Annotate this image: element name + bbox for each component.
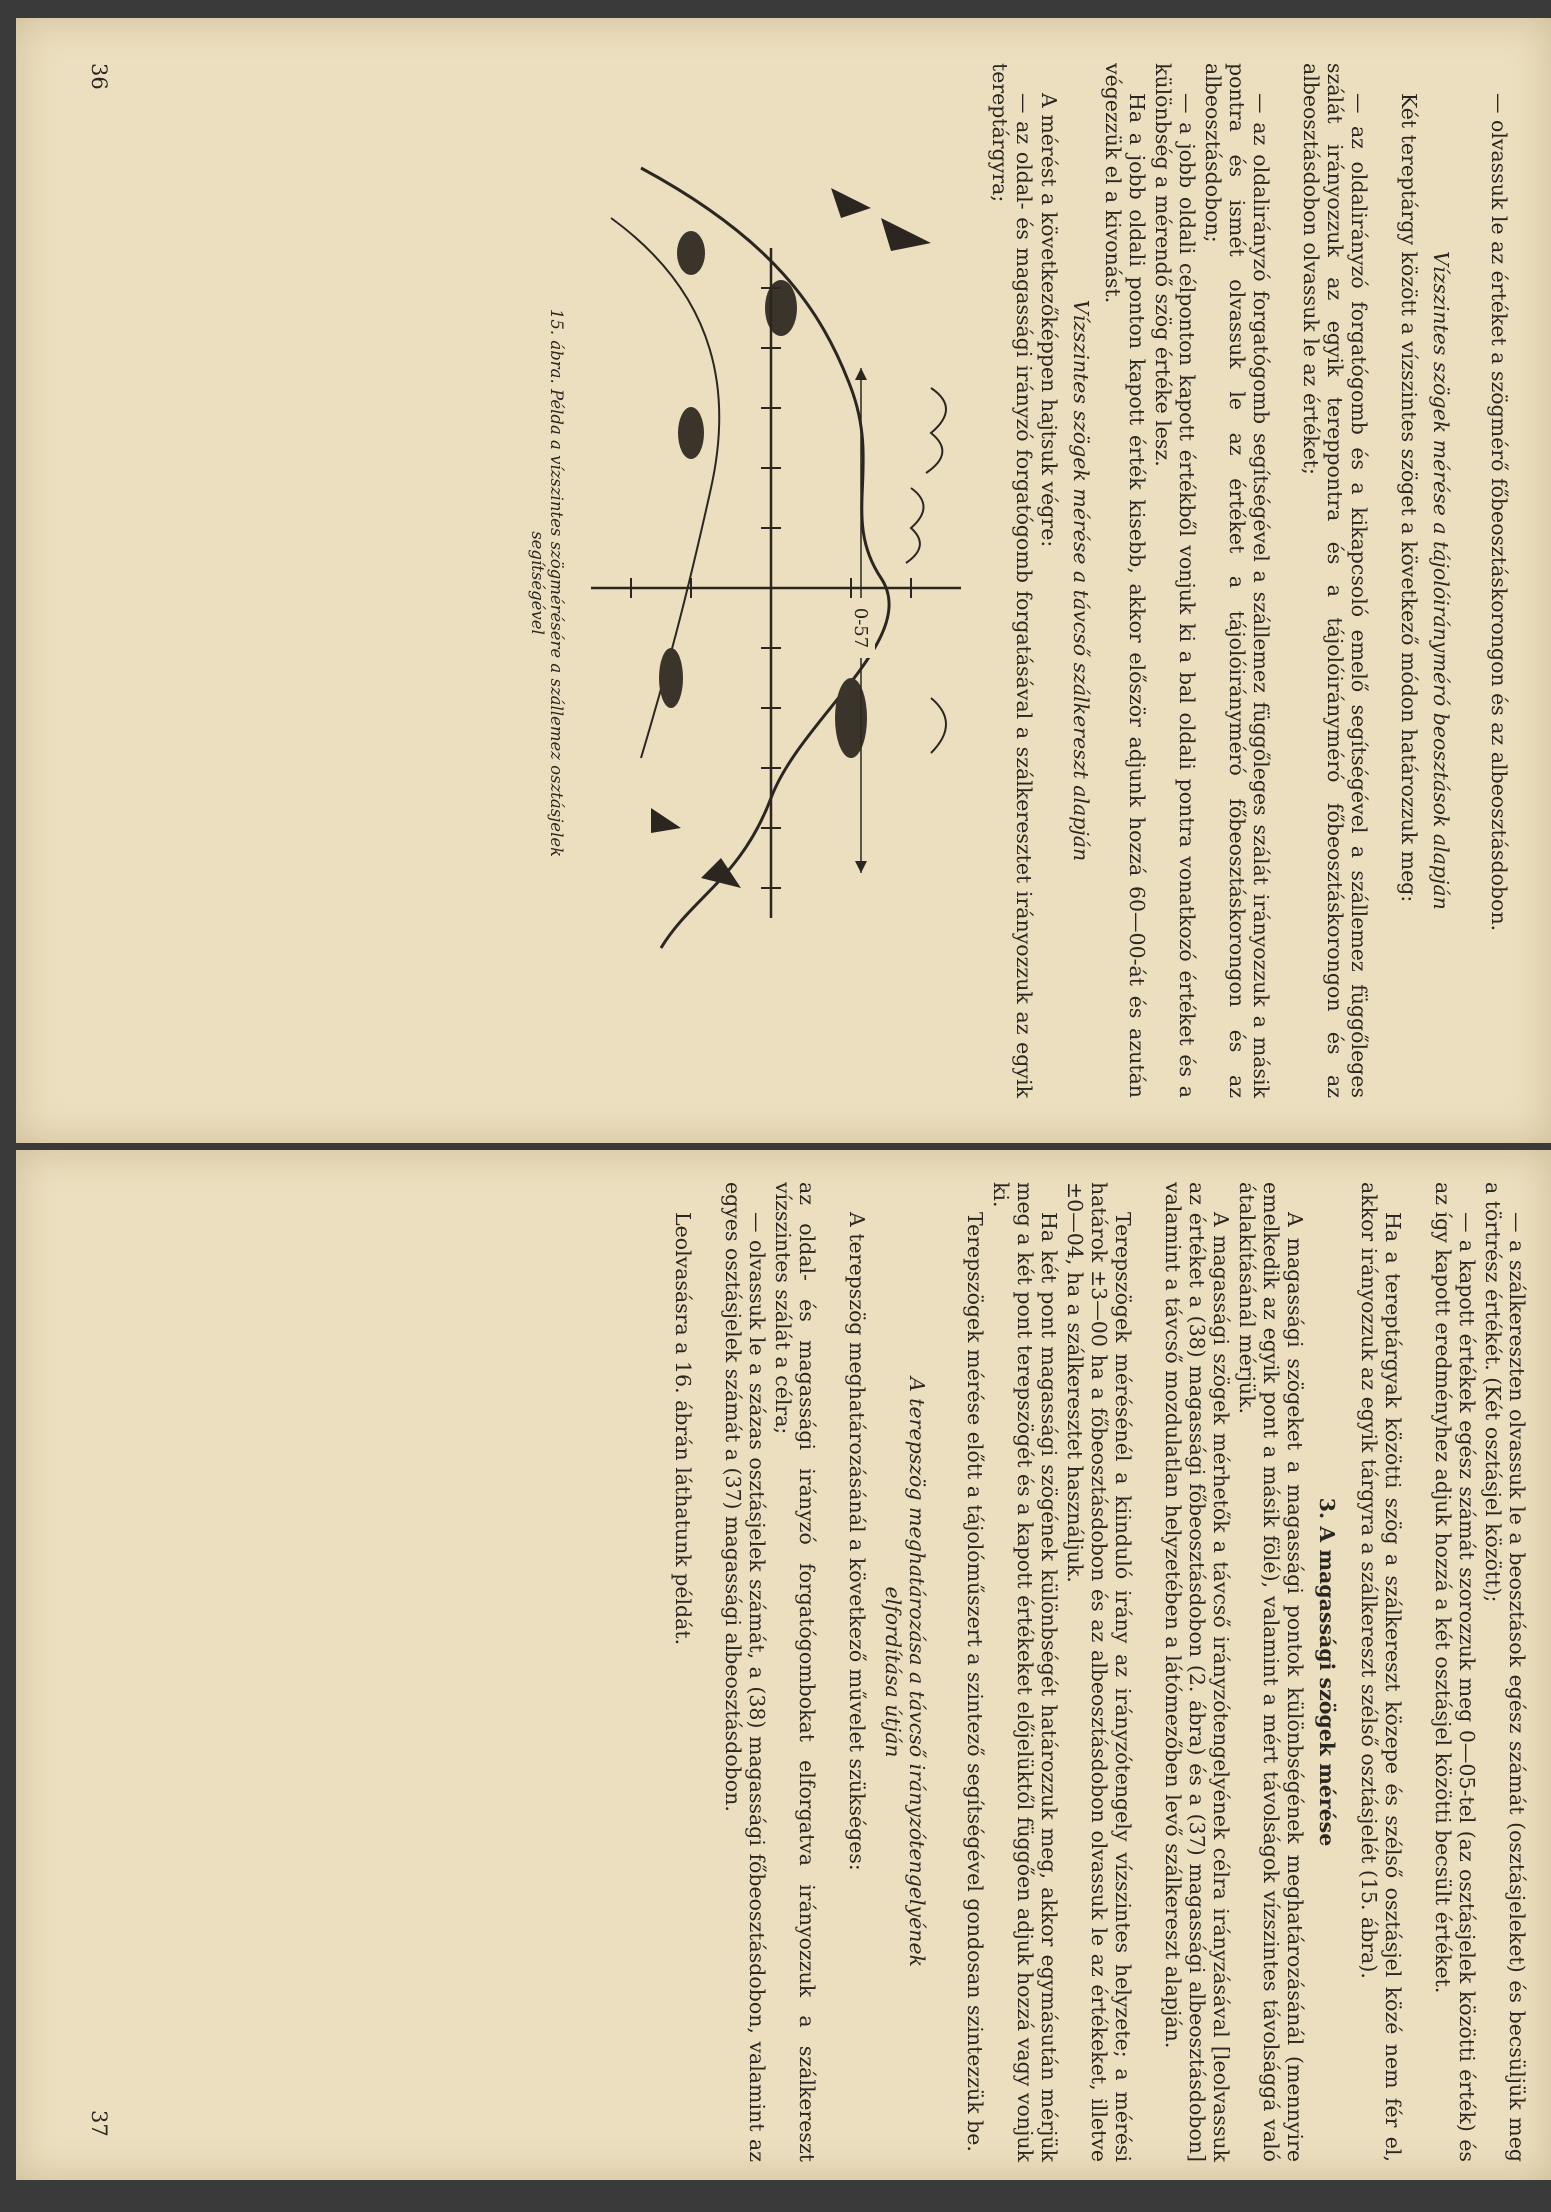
paragraph: Ha a jobb oldali ponton kapott érték kisebb, akkor először adjunk hozzá 60—00-át és azután végezzük el a kivonást. (1101, 63, 1149, 1098)
paragraph: Terepszögek mérésénél a kiinduló irány az irányzótengely vízszintes helyzete; a mérési határok ±3—00 ha a főbeosztásdobon és az albeosztásdobon olvassuk le az értékeket, illetve ±0—04, ha a szálkeresztet használjuk. (1063, 1182, 1135, 2162)
paragraph: — az oldalirányzó forgatógomb és a kikapcsoló emelő segítségével a szállemez függőleges szálát irányozzuk az egyik tereppontra és a tájolóirányméró főbeosztáskorongon és az albeosztásdobon olvassuk le az értéket; (1299, 63, 1371, 1098)
subsection-heading-line: A terepszög meghatározása a távcső irányzótengelyének (905, 1376, 929, 1968)
section-heading: 3. A magassági szögek mérése (1315, 1497, 1339, 1847)
page-number: 36 (87, 63, 111, 90)
paragraph: A magassági szögek mérhetők a távcső irányzótengelyének célra irányzásával [leolvassuk az értéket a (38) magassági főbeosztásdobon (2. ábra) és a (37) magassági albeosztásdobon] valamint a távcső mozdulatlan helyzetében a látómezőben levő szálkereszt alapján. (1161, 1182, 1233, 2162)
paragraph: — az oldal- és magassági irányzó forgatógomb forgatásával a szálkeresztet irányozzuk az egyik tereptárgyra; (988, 63, 1036, 1098)
paragraph: A terepszög meghatározásánál a következő művelet szükséges: (845, 1212, 869, 1871)
paragraph: Ha a tereptárgyak közötti szög a szálkereszt közepe és szélső osztásjel közé nem fér el, akkor irányozzuk az egyik tárgyra a szálkereszt szélső osztásjelét (15. ábra). (1357, 1182, 1405, 2162)
cloud (931, 698, 946, 753)
paragraph: — olvassuk le az értéket a szögmérő főbeosztáskorongon és az albeosztásdobon. (1487, 93, 1511, 932)
shrub (677, 231, 705, 275)
shrub (659, 648, 683, 708)
paragraph: — a szálkereszten olvassuk le a beosztások egész számát (osztásjeleket) és becsüljük meg a törtrész értékét. (Két osztásjel között); (1481, 1182, 1529, 2162)
page-37 (16, 1150, 1551, 2180)
paragraph: — az oldalirányzó forgatógomb segítségével a szállemez függőleges szálát irányozzuk a másik pontra és ismét olvassuk le az értéket a tájolóirányméró főbeosztáskorongon és az albeosztásdobon; (1201, 63, 1273, 1098)
caption-line: segítségével (528, 531, 547, 635)
subsection-heading-line: elfordítása útján (881, 1586, 905, 1758)
paragraph: — a kapott értékek egész számát szorozzuk meg 0—05-tel (az osztásjelek közötti érték) és az így kapott eredményhez adjuk hozzá a két osztásjel közötti becsült értéket. (1431, 1182, 1479, 2162)
cloud (906, 488, 924, 563)
paragraph: Leolvasásra a 16. ábrán láthatunk példát. (671, 1212, 695, 1646)
page-36 (16, 18, 1551, 1143)
page-number: 37 (87, 2110, 111, 2137)
caption-line: 15. ábra. Példa a vízszintes szögmérésére a szállemez osztásjelek (547, 308, 566, 858)
paragraph: Két tereptárgy között a vízszintes szöget a következő módon határozzuk meg: (1397, 93, 1421, 903)
reticle-landscape-figure (581, 158, 971, 958)
paragraph: — olvassuk le a százas osztásjelek számát, a (38) magassági főbeosztásdobon, valamint az egyes osztásjelek számát a (37) magassági albeosztásdobon. (721, 1182, 769, 2162)
shrub (835, 678, 867, 758)
section-heading: Vízszintes szögek mérése a tájolóirányméró beosztások alapján (1429, 251, 1453, 910)
paragraph: Terepszögek mérése előtt a tájolóműszert a szintező segítségével gondosan szintezzük be. (963, 1212, 987, 2152)
shrub (678, 407, 704, 459)
paragraph: A magassági szögeket a magassági pontok különbségének meghatározásánál (mennyire emelkedik az egyik pont a másik fölé), valamint a mért távolságok vízszintes távolsággá való átalakításánál mérjük. (1235, 1182, 1307, 2162)
section-heading: Vízszintes szögek mérése a távcső szálkereszt alapján (1069, 299, 1093, 862)
cloud (926, 388, 946, 473)
paragraph: Ha két pont magassági szögének különbségét határozzuk meg, akkor egymásután mérjük meg a két pont terepszögét és a kapott értékeket előjelüktől függően adjuk hozzá vagy vonjuk ki. (989, 1182, 1061, 2162)
dimension-label: 0-57 (850, 607, 871, 649)
figure-caption (528, 78, 566, 1088)
subsection-heading (881, 1182, 929, 2162)
paragraph: A mérést a következőképpen hajtsuk végre: (1037, 93, 1061, 548)
paragraph: — a jobb oldali célponton kapott értékből vonjuk ki a bal oldali pontra vonatkozó értéket és a különbség a mérendő szög értéke lesz. (1151, 63, 1199, 1098)
paragraph: az oldal- és magassági irányzó forgatógombokat elforgatva irányozzuk a szálkereszt vízszintes szálát a célra; (771, 1182, 819, 2162)
